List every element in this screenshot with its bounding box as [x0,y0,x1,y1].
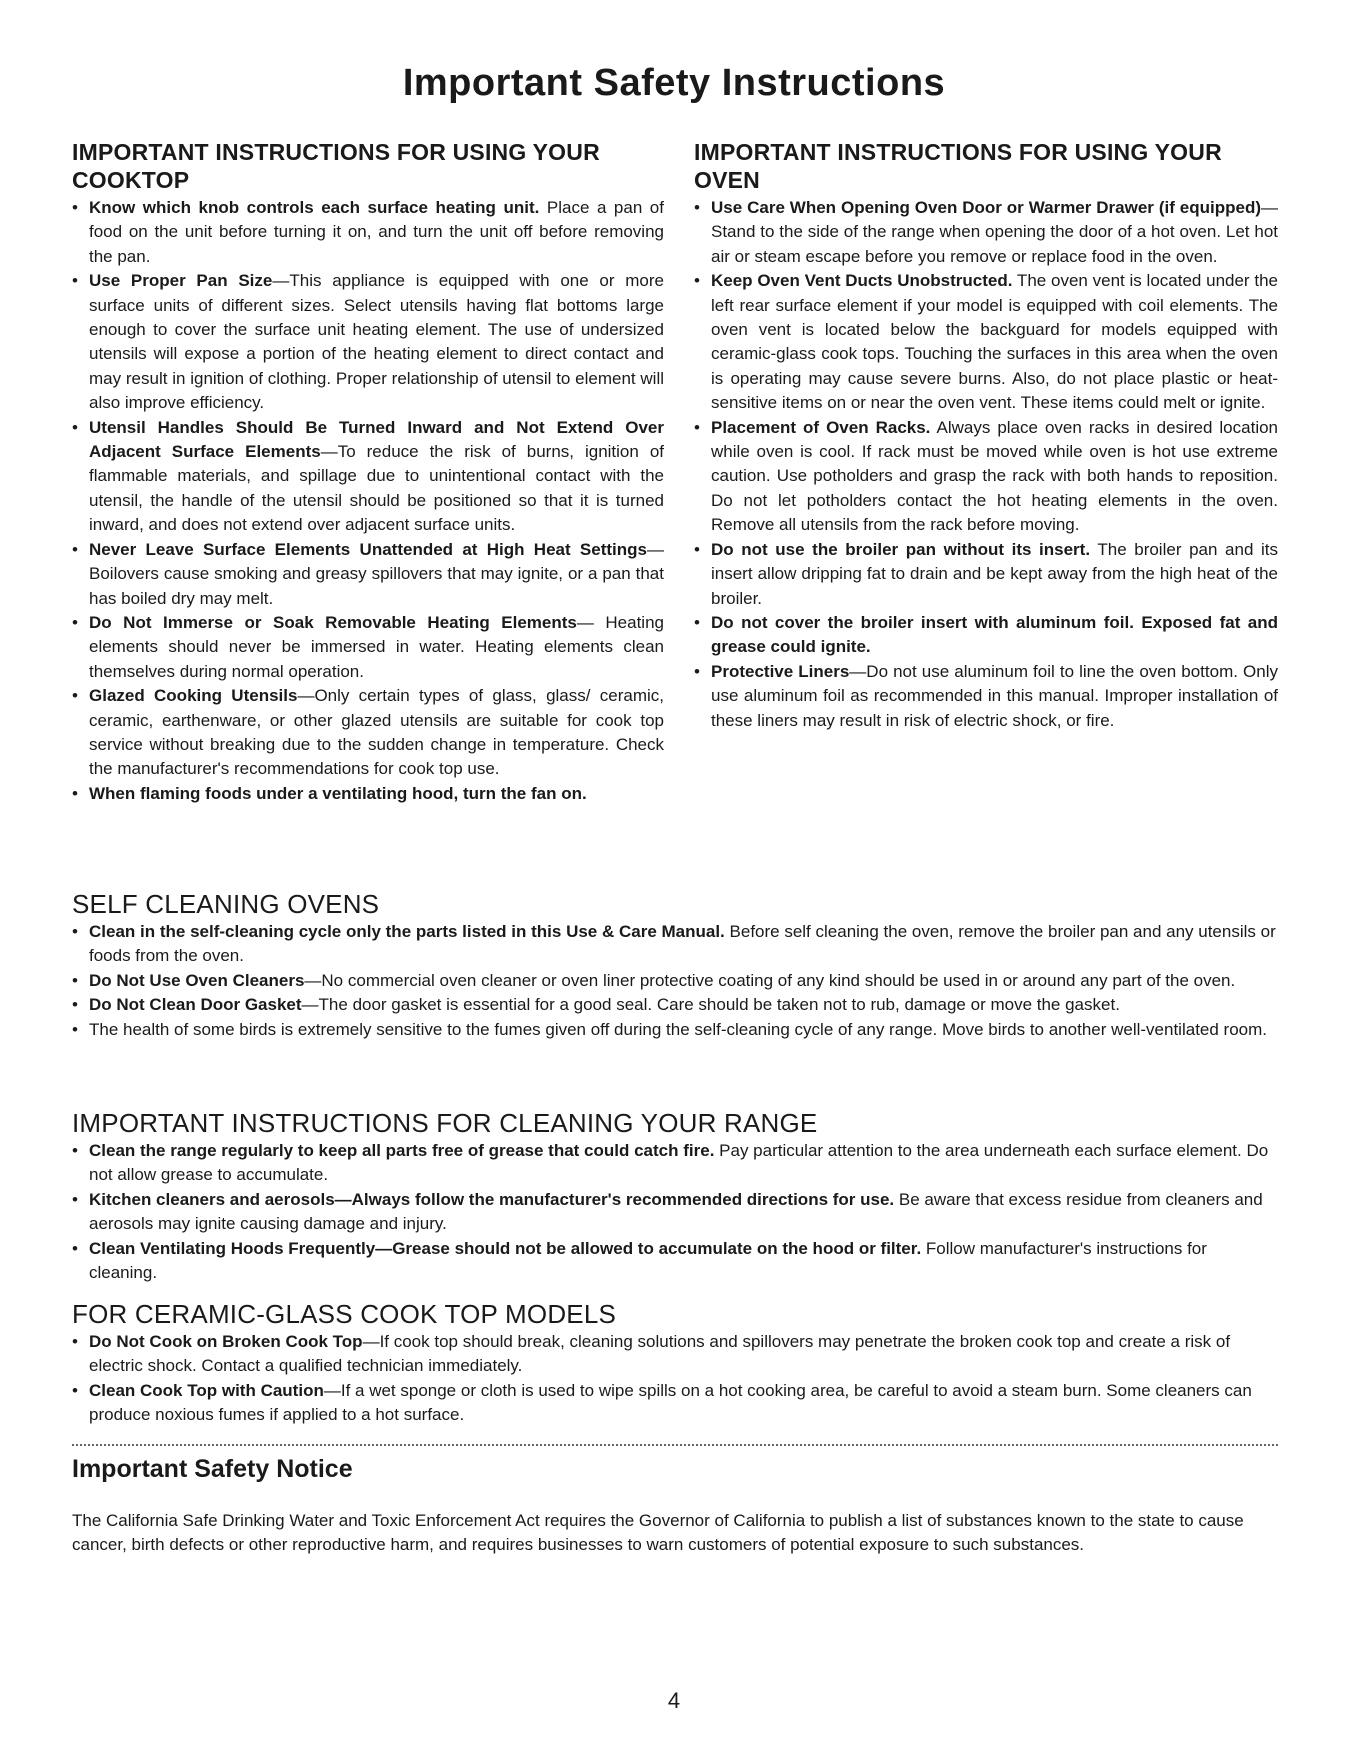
item-text: Pay particular attention to the area underneath each surface element. Do not allow grease to accumulate. [89,1141,1269,1185]
item-text: —Boilovers cause smoking and greasy spillovers that may ignite, or a pan that has boiled dry may melt. [89,539,664,608]
item-text: Follow manufacturer's instructions for cleaning. [89,1238,1207,1283]
item-lead: Use Proper Pan Size [89,271,273,291]
list-item [72,684,664,782]
item-lead: Never Leave Surface Elements Unattended at High Heat Settings [89,539,647,559]
list-item [694,660,1278,733]
item-text: —Stand to the side of the range when opening the door of a hot oven. Let hot air or steam escape before you remove or replace food in the oven. [711,198,1278,266]
cleaning-range-section [72,1109,1278,1285]
item-lead: Know which knob controls each surface heating unit. [89,198,540,217]
list-item [694,269,1278,415]
ceramic-list [72,1330,1278,1428]
item-text: —If a wet sponge or cloth is used to wipe spills on a hot cooking area, be careful to avoid a steam burn. Some cleaners can produce noxious fumes if applied to a hot surface. [89,1380,1252,1425]
list-item [72,416,664,538]
item-lead: Do Not Clean Door Gasket [89,995,302,1015]
item-lead: Do not use the broiler pan without its insert. [711,539,1091,559]
list-item [72,1188,1278,1237]
item-text: The health of some birds is extremely sensitive to the fumes given off during the self-cleaning cycle of any range. Move birds to another well-ventilated room. [89,1019,1268,1039]
ceramic-heading: FOR CERAMIC-GLASS COOK TOP MODELS [72,1299,617,1329]
oven-heading: IMPORTANT INSTRUCTIONS FOR USING YOUR OVEN [694,139,1222,193]
item-text: —Only certain types of glass, glass/ ceramic, ceramic, earthenware, or other glazed utensils are suitable for cook top service without breaking due to the sudden change in temperature. Check the manufacturer's recommendations for cook top use. [89,686,664,779]
self-cleaning-section [72,890,1278,1042]
item-text: —This appliance is equipped with one or more surface units of different sizes. Select utensils having flat bottoms large enough to cover the surface unit heating element. The use of undersized utensils will expose a portion of the heating element to direct contact and may result in ignition of clothing. Proper relationship of utensil to element will also improve efficiency. [89,271,665,413]
list-item [694,538,1278,611]
self-cleaning-list [72,920,1278,1042]
list-item [72,993,1278,1017]
item-text: —If cook top should break, cleaning solutions and spillovers may penetrate the broken cook top and create a risk of electric shock. Contact a qualified technician immediately. [89,1332,1231,1376]
item-lead: Clean Ventilating Hoods Frequently—Grease should not be allowed to accumulate on the hood or filter. [89,1238,922,1258]
list-item [694,416,1278,538]
item-text: The oven vent is located under the left rear surface element if your model is equipped with coil elements. The oven vent is located below the backguard for models equipped with ceramic-glass cook tops. Touching the surfaces in this area when the oven is operating may cause severe burns. Also, do not place plastic or heat-sensitive items on or near the oven vent. These items could melt or ignite. [711,271,1278,413]
list-item [694,611,1278,660]
oven-list [694,196,1278,733]
item-text: — Heating elements should never be immersed in water. Heating elements clean themselves during normal operation. [89,612,664,681]
item-lead: Kitchen cleaners and aerosols—Always follow the manufacturer's recommended directions for use. [89,1189,895,1209]
item-lead: Keep Oven Vent Ducts Unobstructed. [711,271,1013,291]
notice-heading: Important Safety Notice [72,1455,353,1483]
dotted-divider [72,1444,1278,1446]
item-lead: Clean Cook Top with Caution [89,1380,324,1400]
item-text: Before self cleaning the oven, remove the broiler pan and any utensils or foods from the oven. [89,922,1276,966]
item-lead: Protective Liners [711,661,850,681]
item-lead: Do Not Immerse or Soak Removable Heating Elements [89,612,577,632]
item-lead: Glazed Cooking Utensils [89,686,298,706]
cooktop-heading: IMPORTANT INSTRUCTIONS FOR USING YOUR COOKTOP [72,139,600,193]
oven-section [694,138,1278,733]
cooktop-list [72,196,664,806]
list-item [72,1018,1278,1042]
notice-body: The California Safe Drinking Water and Toxic Enforcement Act requires the Governor of California to publish a list of substances known to the state to cause cancer, birth defects or other reproductive harm, and requires businesses to warn customers of potential exposure to such substances. [72,1511,1244,1555]
cleaning-range-heading: IMPORTANT INSTRUCTIONS FOR CLEANING YOUR RANGE [72,1108,818,1138]
cleaning-range-list [72,1139,1278,1285]
item-lead: When flaming foods under a ventilating hood, turn the fan on. [89,783,587,803]
list-item [72,920,1278,969]
list-item [72,969,1278,993]
list-item [72,1379,1278,1428]
item-lead: Do not cover the broiler insert with aluminum foil. Exposed fat and grease could ignite. [711,612,1278,657]
page-title: Important Safety Instructions [402,62,946,104]
page-number: 4 [667,1688,681,1713]
list-item [72,782,664,806]
item-lead: Clean the range regularly to keep all parts free of grease that could catch fire. [89,1141,715,1160]
list-item [694,196,1278,269]
item-lead: Use Care When Opening Oven Door or Warmer Drawer (if equipped) [711,198,1261,217]
item-lead: Do Not Use Oven Cleaners [89,970,305,990]
list-item [72,1330,1278,1379]
item-text: —Do not use aluminum foil to line the oven bottom. Only use aluminum foil as recommended in this manual. Improper installation of these liners may result in risk of electric shock, or fire. [711,661,1278,730]
list-item [72,1139,1278,1188]
item-text: Place a pan of food on the unit before turning it on, and turn the unit off before removing the pan. [89,198,664,266]
self-cleaning-heading: SELF CLEANING OVENS [72,889,380,919]
cooktop-section [72,138,664,806]
list-item [72,1237,1278,1286]
item-lead: Do Not Cook on Broken Cook Top [89,1332,363,1351]
ceramic-section [72,1300,1278,1428]
item-text: Always place oven racks in desired location while oven is cool. If rack must be moved while oven is hot use extreme caution. Use potholders and grasp the rack with both hands to reposition. Do not let potholders contact the hot heating elements in the oven. Remove all utensils from the rack before moving. [711,417,1278,535]
item-text: The broiler pan and its insert allow dripping fat to drain and be kept away from the high heat of the broiler. [711,539,1278,608]
list-item [72,196,664,269]
list-item [72,538,664,611]
item-lead: Placement of Oven Racks. [711,417,931,437]
item-text: —To reduce the risk of burns, ignition of flammable materials, and spillage due to unintentional contact with the utensil, the handle of the utensil should be positioned so that it is turned inward, and does not extend over adjacent surface units. [89,442,664,535]
list-item [72,269,664,415]
item-lead: Clean in the self-cleaning cycle only the parts listed in this Use & Care Manual. [89,922,725,941]
item-text: —No commercial oven cleaner or oven liner protective coating of any kind should be used in or around any part of the oven. [304,970,1236,990]
item-text: Be aware that excess residue from cleaners and aerosols may ignite causing damage and injury. [89,1189,1263,1234]
list-item [72,611,664,684]
item-text: —The door gasket is essential for a good seal. Care should be taken not to rub, damage or move the gasket. [301,995,1120,1015]
item-lead: Utensil Handles Should Be Turned Inward and Not Extend Over Adjacent Surface Elements [89,417,664,462]
